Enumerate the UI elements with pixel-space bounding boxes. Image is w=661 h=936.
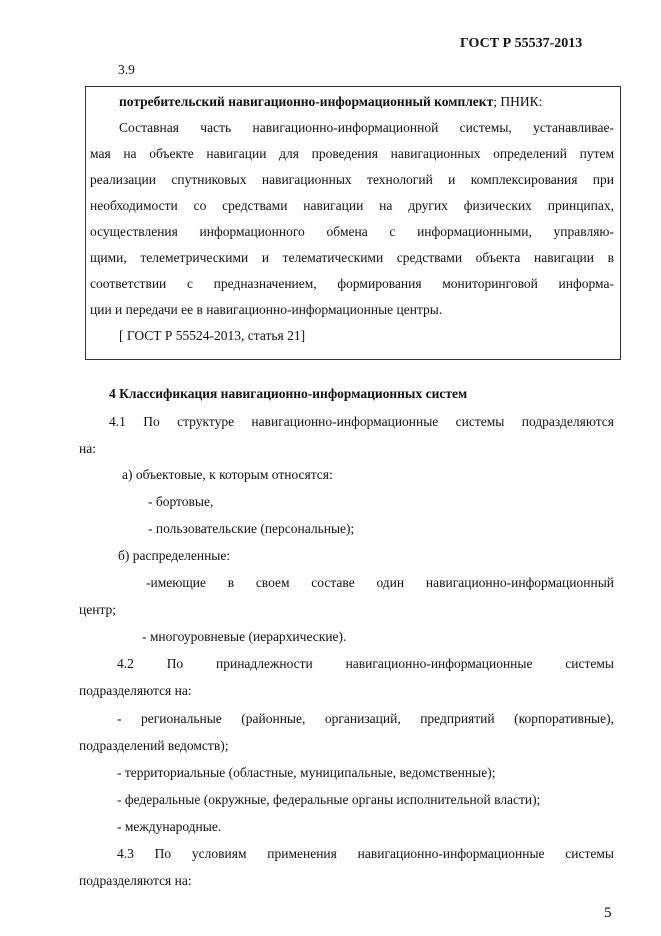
list-item-a2: - пользовательские (персональные); [148, 521, 355, 536]
definition-line-5: осуществления информационного обмена с информационными, управляю- [90, 224, 614, 239]
list-item-a: а) объектовые, к которым относятся: [122, 467, 333, 482]
definition-line-4: необходимости со средствами навигации на других физических принципах, [90, 198, 614, 213]
page-number: 5 [604, 905, 612, 921]
definition-line-8: ции и передачи ее в навигационно-информационные центры. [90, 302, 443, 317]
list-item-federal: - федеральные (окружные, федеральные органы исполнительной власти); [117, 792, 541, 807]
paragraph-4-1-cont: на: [79, 441, 96, 456]
definition-line-2: мая на объекте навигации для проведения навигационных определений путем [90, 146, 614, 161]
term: потребительский навигационно-информационный комплект [119, 94, 494, 109]
standard-number: ГОСТ Р 55537-2013 [460, 36, 583, 51]
section-heading: 4 Классификация навигационно-информационных систем [109, 386, 468, 401]
source-reference: [ ГОСТ Р 55524-2013, статья 21] [119, 328, 306, 343]
paragraph-4-2-cont: подразделяются на: [79, 683, 192, 698]
definition-line-7: соответствии с предназначением, формирования мониторинговой информа- [90, 276, 614, 291]
list-item-b1: -имеющие в своем составе один навигационно-информационный [146, 575, 614, 590]
list-item-b2: - многоуровневые (иерархические). [142, 629, 347, 644]
paragraph-4-3: 4.3 По условиям применения навигационно-информационные системы [117, 846, 614, 861]
definition-box [85, 86, 621, 360]
term-abbreviation: ; ПНИК: [493, 94, 543, 109]
paragraph-4-3-cont: подразделяются на: [79, 873, 192, 888]
definition-line-6: щими, телеметрическими и телематическими средствами объекта навигации в [90, 250, 614, 265]
list-item-b1-cont: центр; [79, 602, 117, 617]
list-item-b: б) распределенные: [118, 548, 231, 563]
paragraph-4-1: 4.1 По структуре навигационно-информационные системы подразделяются [109, 414, 614, 429]
definition-line-3: реализации спутниковых навигационных технологий и комплексирования при [90, 172, 614, 187]
term-line [119, 94, 542, 110]
paragraph-4-2: 4.2 По принадлежности навигационно-информационные системы [117, 656, 614, 671]
list-item-regional-cont: подразделений ведомств); [79, 738, 229, 753]
definition-line-1: Составная часть навигационно-информационной системы, устанавливае- [119, 120, 614, 135]
clause-number: 3.9 [118, 62, 135, 77]
list-item-a1: - бортовые, [148, 494, 214, 509]
list-item-international: - международные. [117, 819, 222, 834]
list-item-regional: - региональные (районные, организаций, предприятий (корпоративные), [117, 711, 614, 726]
list-item-territorial: - территориальные (областные, муниципальные, ведомственные); [117, 765, 496, 780]
